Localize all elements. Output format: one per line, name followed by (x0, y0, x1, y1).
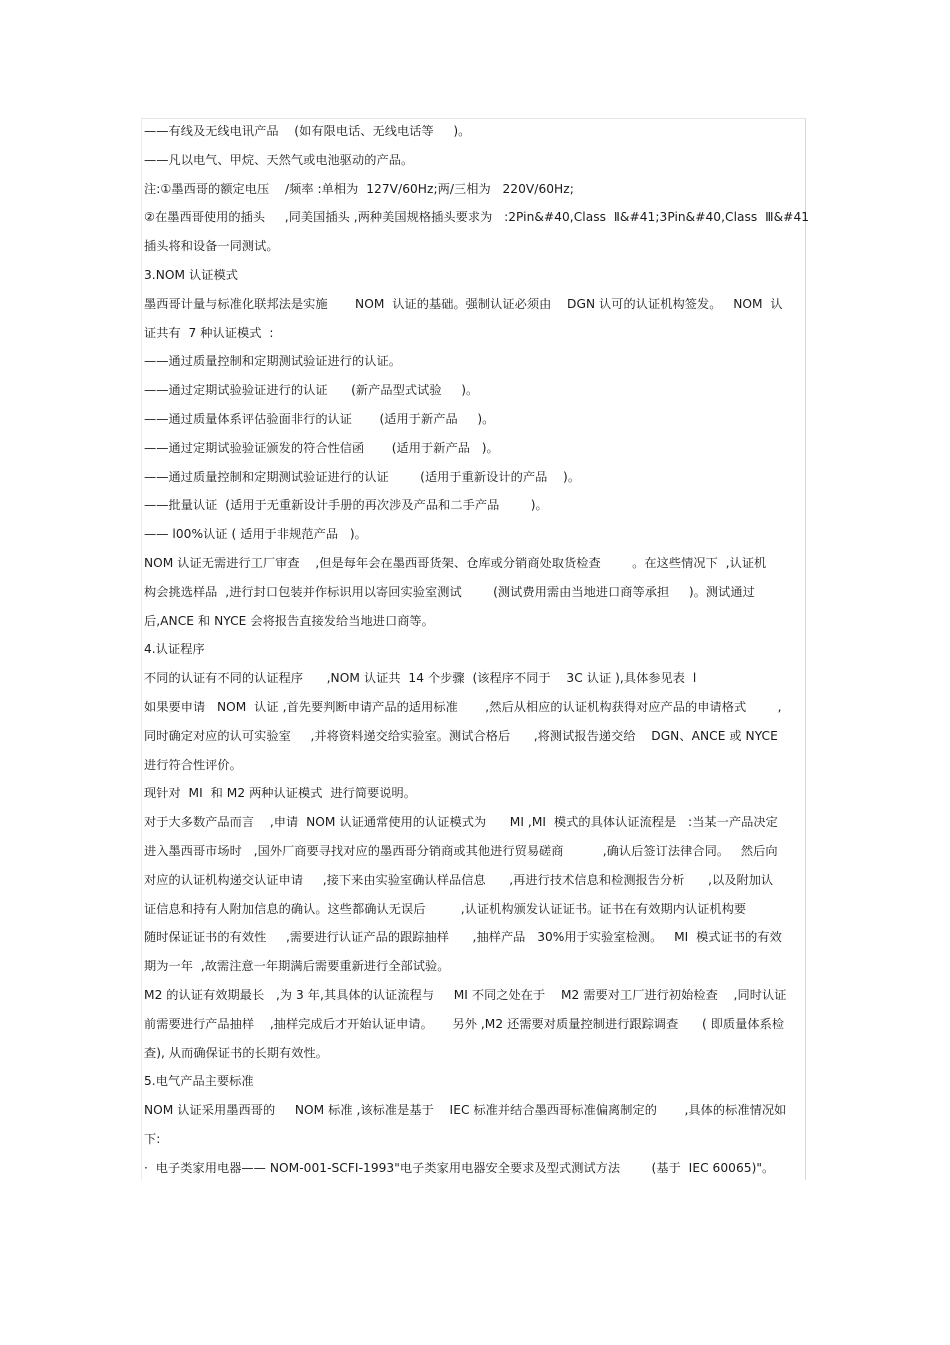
text-line: ——凡以电气、甲烷、天然气或电池驱动的产品。 (144, 152, 414, 167)
text-line: 随时保证证书的有效性 ,需要进行认证产品的跟踪抽样 ,抽样产品 30%用于实验室检测。 MI 模式证书的有效 (144, 930, 782, 945)
section-heading: 3.NOM 认证模式 (144, 267, 238, 282)
document-body (144, 117, 810, 1182)
text-line: 如果要申请 NOM 认证 ,首先要判断申请产品的适用标准 ,然后从相应的认证机构获得对应产品的申请格式 , (144, 699, 782, 714)
text-line: 注:①墨西哥的额定电压 /频率 :单相为 127V/60Hz;两/三相为 220V/60Hz; (144, 181, 574, 196)
text-line: 进行符合性评价。 (144, 757, 242, 772)
text-line: 对于大多数产品而言 ,申请 NOM 认证通常使用的认证模式为 MI ,MI 模式的具体认证流程是 :当某一产品决定 (144, 815, 778, 830)
text-line: ②在墨西哥使用的插头 ,同美国插头 ,两种美国规格插头要求为 :2Pin&#40,Class Ⅱ&#41;3Pin&#40,Class Ⅲ&#41 (144, 210, 810, 225)
text-line: 证信息和持有人附加信息的确认。这些都确认无误后 ,认证机构颁发认证证书。证书在有效期内认证机构要 (144, 901, 747, 916)
list-item: ——通过定期试验验证颁发的符合性信函 (适用于新产品 )。 (144, 440, 499, 455)
text-line: 墨西哥计量与标准化联邦法是实施 NOM 认证的基础。强制认证必须由 DGN 认可的认证机构签发。 NOM 认 (144, 296, 783, 311)
text-line: 不同的认证有不同的认证程序 ,NOM 认证共 14 个步骤 (该程序不同于 3C 认证 ),具体参见表 l (144, 671, 697, 686)
text-line: 期为一年 ,故需注意一年期满后需要重新进行全部试验。 (144, 959, 450, 974)
text-line: 前需要进行产品抽样 ,抽样完成后才开始认证申请。 另外 ,M2 还需要对质量控制进行跟踪调查 ( 即质量体系检 (144, 1016, 785, 1031)
text-line: 查), 从而确保证书的长期有效性。 (144, 1045, 328, 1060)
list-item: · 电子类家用电器—— NOM-001-SCFI-1993"电子类家用电器安全要求及型式测试方法 (基于 IEC 60065)"。 (144, 1160, 775, 1175)
text-line: 构会挑选样品 ,进行封口包装并作标识用以寄回实验室测试 (测试费用需由当地进口商等承担 )。测试通过 (144, 584, 755, 599)
text-line: 进入墨西哥市场时 ,国外厂商要寻找对应的墨西哥分销商或其他进行贸易磋商 ,确认后签订法律合同。 然后向 (144, 843, 778, 858)
list-item: ——通过质量控制和定期测试验证进行的认证。 (144, 354, 401, 369)
text-line: NOM 认证采用墨西哥的 NOM 标准 ,该标准是基于 IEC 标准并结合墨西哥标准偏离制定的 ,具体的标准情况如 (144, 1103, 787, 1118)
text-line: 后,ANCE 和 NYCE 会将报告直接发给当地进口商等。 (144, 613, 434, 628)
list-item: —— l00%认证 ( 适用于非规范产品 )。 (144, 527, 367, 542)
text-line: M2 的认证有效期最长 ,为 3 年,其具体的认证流程与 MI 不同之处在于 M2 需要对工厂进行初始检查 ,同时认证 (144, 987, 787, 1002)
list-item: ——批量认证 (适用于无重新设计手册的再次涉及产品和二手产品 )。 (144, 498, 548, 513)
list-item: ——通过定期试验验证进行的认证 (新产品型式试验 )。 (144, 383, 479, 398)
section-heading: 4.认证程序 (144, 642, 205, 657)
text-line: 同时确定对应的认可实验室 ,并将资料递交给实验室。测试合格后 ,将测试报告递交给 DGN、ANCE 或 NYCE (144, 728, 778, 743)
text-line: ——有线及无线电讯产品 (如有限电话、无线电话等 )。 (144, 124, 471, 138)
text-line: 插头将和设备一同测试。 (144, 239, 279, 254)
text-line: NOM 认证无需进行工厂审查 ,但是每年会在墨西哥货架、仓库或分销商处取货检查 。在这些情况下 ,认证机 (144, 555, 767, 570)
text-line: 对应的认证机构递交认证申请 ,接下来由实验室确认样品信息 ,再进行技术信息和检测报告分析 ,以及附加认 (144, 872, 774, 887)
text-line: 现针对 MI 和 M2 两种认证模式 进行简要说明。 (144, 786, 417, 801)
list-item: ——通过质量控制和定期测试验证进行的认证 (适用于重新设计的产品 )。 (144, 469, 581, 484)
text-line: 证共有 7 种认证模式 : (144, 325, 274, 340)
list-item: ——通过质量体系评估验面非行的认证 (适用于新产品 )。 (144, 411, 495, 426)
section-heading: 5.电气产品主要标准 (144, 1074, 254, 1089)
text-line: 下: (144, 1131, 161, 1146)
